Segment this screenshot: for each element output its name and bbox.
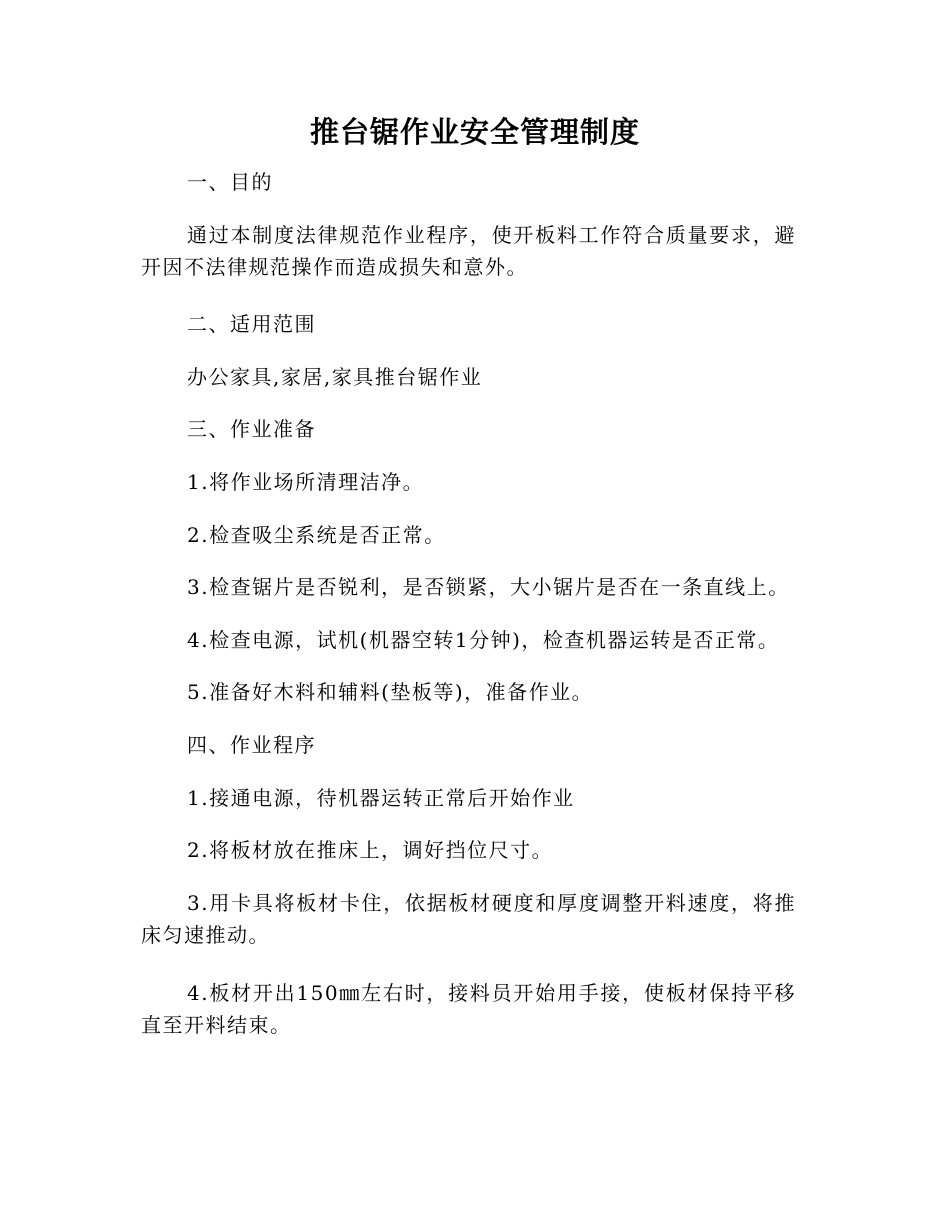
list-item-procedure-3: 3.用卡具将板材卡住，依据板材硬度和厚度调整开料速度，将推床匀速推动。 [141, 891, 796, 947]
section-heading-procedure: 四、作业程序 [187, 733, 316, 757]
list-item-preparation-5: 5.准备好木料和辅料(垫板等)，准备作业。 [187, 680, 594, 704]
list-item-procedure-4: 4.板材开出150㎜左右时，接料员开始用手接，使板材保持平移直至开料结束。 [141, 981, 796, 1037]
section-heading-purpose: 一、目的 [187, 170, 273, 194]
list-item-procedure-1: 1.接通电源，待机器运转正常后开始作业 [187, 786, 575, 810]
list-item-procedure-2: 2.将板材放在推床上，调好挡位尺寸。 [187, 838, 554, 862]
section-heading-preparation: 三、作业准备 [187, 417, 316, 441]
paragraph-purpose: 通过本制度法律规范作业程序，使开板料工作符合质量要求，避开因不法律规范操作而造成损失和意外。 [141, 223, 796, 279]
paragraph-scope: 办公家具,家居,家具推台锯作业 [187, 365, 483, 389]
list-item-preparation-3: 3.检查锯片是否锐利，是否锁紧，大小锯片是否在一条直线上。 [187, 575, 790, 599]
document-title: 推台锯作业安全管理制度 [309, 115, 640, 149]
list-item-preparation-1: 1.将作业场所清理洁净。 [187, 470, 425, 494]
list-item-preparation-2: 2.检查吸尘系统是否正常。 [187, 523, 446, 547]
list-item-preparation-4: 4.检查电源，试机(机器空转1分钟)，检查机器运转是否正常。 [187, 628, 780, 652]
section-heading-scope: 二、适用范围 [187, 312, 316, 336]
